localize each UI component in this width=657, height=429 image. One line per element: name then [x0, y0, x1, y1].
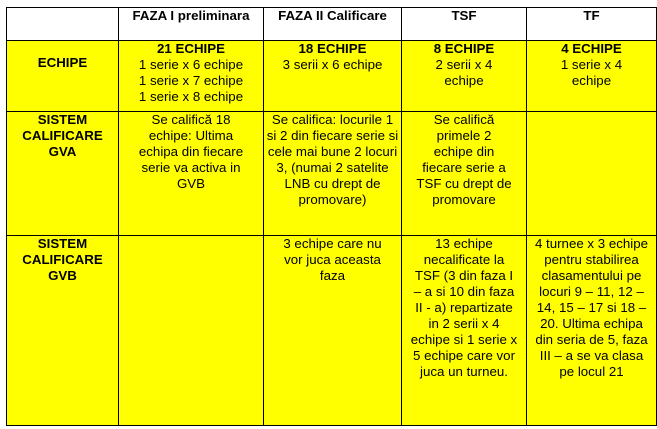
- header-row: [7, 8, 657, 41]
- cell-gva-faza1: Se califică 18 echipe: Ultima echipa din fiecare serie va activa in GVB: [119, 112, 264, 236]
- cell-echipe-faza1: [119, 41, 264, 112]
- tsf-team-count: 8 ECHIPE: [433, 41, 495, 56]
- row-gvb: [7, 236, 657, 426]
- cell-echipe-tsf: [402, 41, 527, 112]
- header-faza1: FAZA I preliminara: [119, 8, 264, 41]
- cell-echipe-faza2: [264, 41, 402, 112]
- faza1-series-2: 1 serie x 7 echipe: [138, 73, 244, 88]
- row-label-echipe: ECHIPE: [7, 41, 119, 112]
- row-label-gva: SISTEM CALIFICARE GVA: [7, 112, 119, 236]
- cell-gva-tf: [527, 112, 657, 236]
- tf-team-count: 4 ECHIPE: [561, 41, 622, 56]
- faza2-team-count: 18 ECHIPE: [298, 41, 367, 56]
- header-corner: [7, 8, 119, 41]
- cell-gvb-tsf: 13 echipe necalificate la TSF (3 din faza I – a si 10 din faza II - a) repartizate in 2 serii x 4 echipe si 1 serie x 5 echipe care vor juca un turneu.: [402, 236, 527, 426]
- cell-gva-tsf: Se califică primele 2 echipe din fiecare serie a TSF cu drept de promovare: [402, 112, 527, 236]
- cell-gvb-faza2: 3 echipe care nu vor juca aceasta faza: [264, 236, 402, 426]
- competition-table: [6, 7, 657, 426]
- tsf-series-2: echipe: [444, 73, 484, 88]
- tf-series-2: echipe: [571, 73, 612, 88]
- cell-echipe-tf: [527, 41, 657, 112]
- faza1-series-1: 1 serie x 6 echipe: [138, 57, 244, 72]
- cell-gva-faza2: Se califica: locurile 1 si 2 din fiecare serie si cele mai bune 2 locuri 3, (numai 2 satelite LNB cu drept de promovare): [264, 112, 402, 236]
- row-gva: [7, 112, 657, 236]
- cell-gvb-tf: 4 turnee x 3 echipe pentru stabilirea clasamentului pe locuri 9 – 11, 12 – 14, 15 – 17 si 18 – 20. Ultima echipa din seria de 5, faza III – a se va clasa pe locul 21: [527, 236, 657, 426]
- row-label-gvb: SISTEM CALIFICARE GVB: [7, 236, 119, 426]
- faza1-team-count: 21 ECHIPE: [157, 41, 225, 56]
- faza1-series-3: 1 serie x 8 echipe: [138, 89, 244, 104]
- cell-gvb-faza1: [119, 236, 264, 426]
- row-echipe: [7, 41, 657, 112]
- faza2-series: 3 serii x 6 echipe: [282, 57, 383, 72]
- header-tsf: TSF: [402, 8, 527, 41]
- header-faza2: FAZA II Calificare: [264, 8, 402, 41]
- header-tf: TF: [527, 8, 657, 41]
- tf-series-1: 1 serie x 4: [560, 57, 623, 72]
- tsf-series-1: 2 serii x 4: [435, 57, 493, 72]
